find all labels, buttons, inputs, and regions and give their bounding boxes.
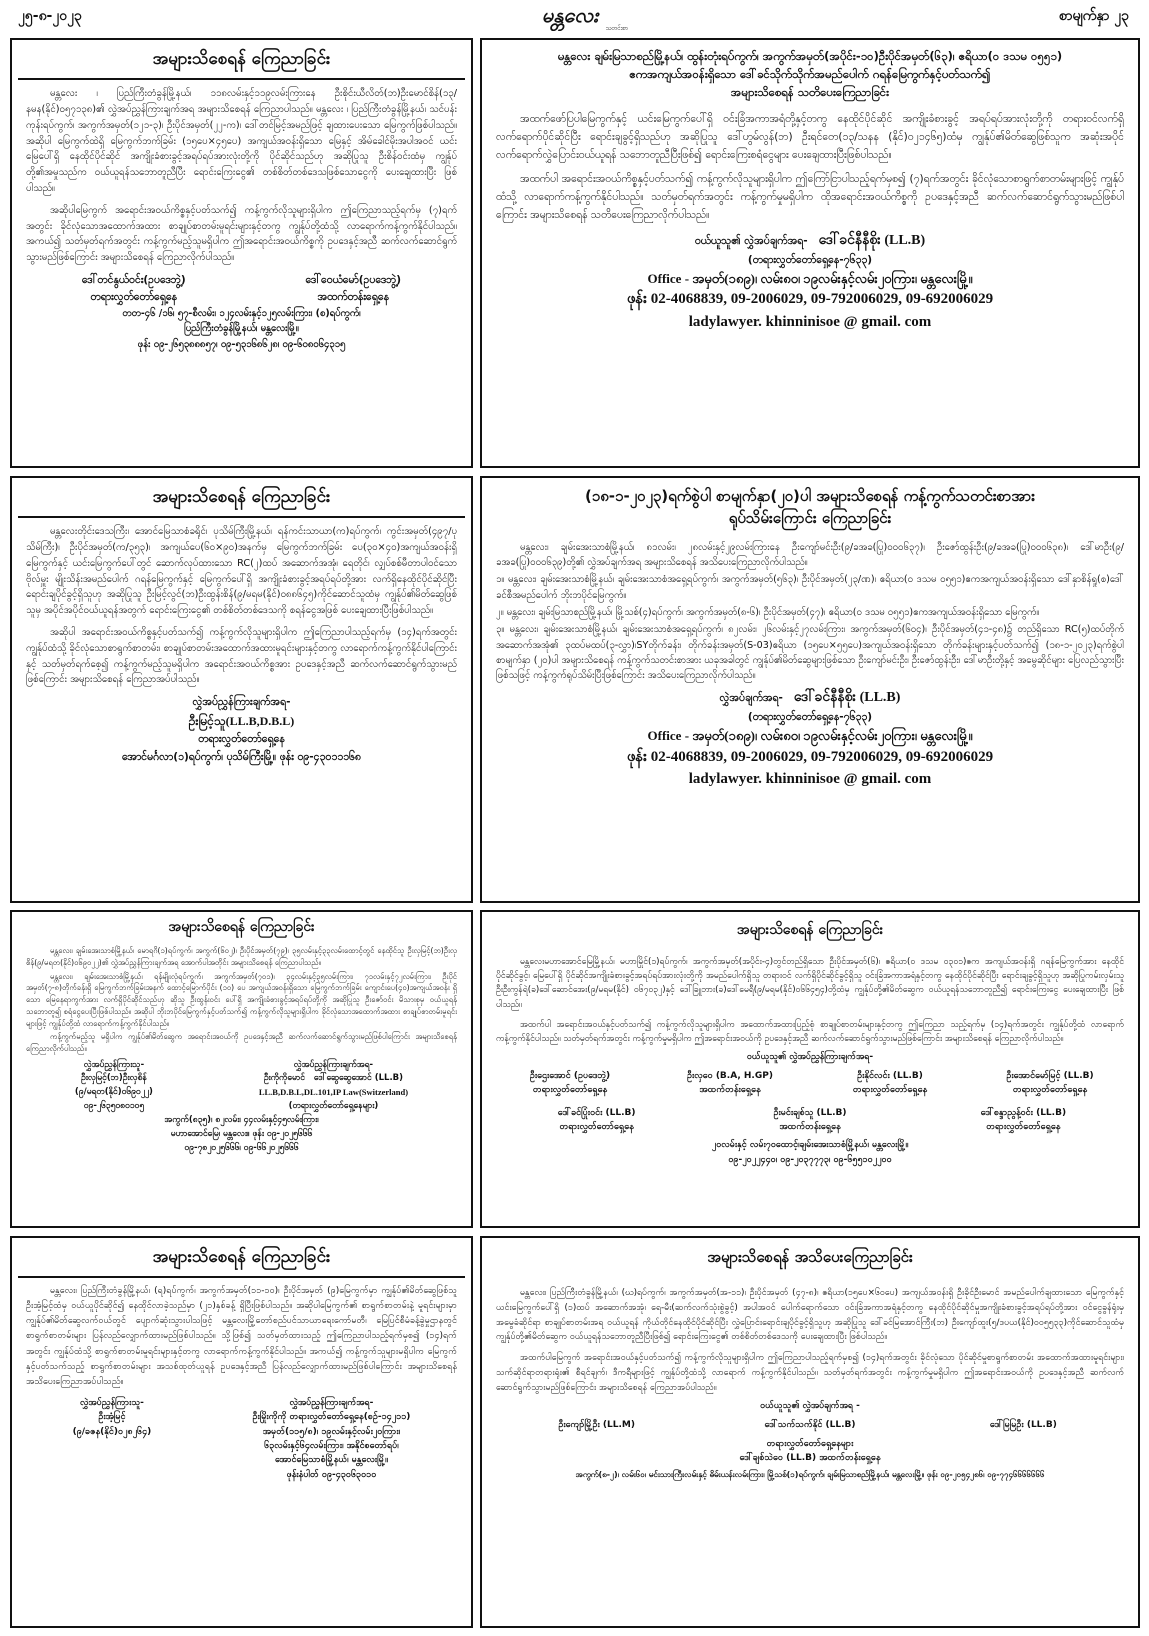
signer-role: အထက်တန်းရှေ့နေ — [699, 1085, 761, 1096]
address: ပြည်ကြီးတံခွန်မြို့နယ်၊ မန္တလေးမြို့။ — [184, 323, 299, 335]
notice-paragraph: ကန့်ကွက်မည့်သူ မရှိပါက ကျွန်ုပ်၏မိတ်ဆွေက အရောင်းအဝယ်ကို ဥပဒေနှင့်အညီ ဆက်လက်ဆောင်ရွက်သွားမည်ဖြစ်ပါကြောင်း အများသိစေရန် ကြေညာလိုက်ပါသည်။ — [26, 1032, 457, 1054]
signer-label: လွှဲအပ်ညွှန်ကြားသူ- — [79, 1397, 144, 1408]
title-line: (၁၈-၁-၂၀၂၃)ရက်စွဲပါ စာမျက်နှာ(၂၀)ပါ အများသိစေရန် ကန့်ကွက်သတင်းစာအား — [584, 487, 1036, 505]
signer-role: တရားလွှတ်တော်ရှေ့နေ — [852, 1085, 928, 1096]
signature-block — [482, 686, 1138, 726]
notice-paragraph: မန္တလေးတိုင်းဒေသကြီး၊ အောင်မြေသာစံခရိုင်၊ ပုသိမ်ကြီးမြို့နယ်၊ ရန်ကင်းသာယာ(က)ရပ်ကွက်၊ ကွင်းအမှတ်(၄၉၇/ပုသိမ်ကြီး)၊ ဦးပိုင်အမှတ်(က/၃၅၃)၊ အကျယ်ပေ(၆၀×၉၀)အနက်မှ မြေကွက်ဘက်ခြမ်း ပေ(၃၀×၄၀)အကျယ်အဝန်းရှိ မြေကွက်နှင့် ယင်းမြေကွက်ပေါ်တွင် ဆောက်လုပ်ထားသော RC(၂)ထပ် အဆောက်အအုံ၊ ရေတိုင်၊ လျှပ်စစ်မီတာပါဝင်သော ဗိုလ်မှူး မျိုးသိန်းအမည်ပေါက် ဂရန်မြေကွက်နှင့် မြေကွက်ပေါ်ရှိ အကျိုးခံစားခွင့်အရပ်ရပ်တို့အား လက်ရှိနေထိုင်ပိုင်ဆိုင်ပြီး ရောင်းချပိုင်ခွင့်ရှိသူဟု အဆိုပြုသူ ဦးမြင့်လွင်(ဘ)ဦးထွန်းစိန်(၉/မရမ(နိုင်)၀၈၈၆၄၅)ကိုင်ဆောင်သူထံမှ ကျွန်ုပ်၏မိတ်ဆွေဖြစ်သူမှ အပိုင်အပိုင်ဝယ်ယူရန်အတွက် ရောင်းကြေးငွေ၏ တစ်စိတ်တစ်ဒေသကို စရန်ငွေအဖြစ် ပေးချေထားပြီးဖြစ်ပါသည်။ — [26, 526, 457, 617]
address: ၂၀လမ်းနှင့် လမ်း၇၀ထောင့်၊ချမ်းအေးသာစံမြို့နယ်၊ မန္တလေးမြို့။ — [711, 1140, 909, 1151]
signer-name: ဦးမြိုးကိုကို တရားလွှတ်တော်ရှေ့နေ(စဉ်-၁၄၂၁၁) — [252, 1412, 411, 1423]
notice-6 — [480, 910, 1140, 1228]
signer-role: တရားလွှတ်တော်ရှေ့နေ — [559, 1122, 634, 1133]
signer-name: ဦးအံ့မြင့် — [98, 1412, 126, 1423]
signer-name: ဒေါ်ဝေယံမော်(ဥပဒေဘွဲ့) — [305, 274, 402, 287]
page-header — [0, 0, 1149, 36]
address-line: အမှတ်(၁၁၅/၈)၊ ၁၉လမ်းနှင့်လမ်း၂၀ကြား၊ — [262, 1426, 401, 1437]
phone: ၀၉-၂၀၂၂၄၄၀၊ ၀၉-၂၀၃၇၇၇၃၊ ၀၉-၆၅၅၁၀၂၂၀၀ — [728, 1155, 892, 1166]
signer-name: ဒေါ်ခင်ပြုံးဝင်း (LL.B) — [557, 1107, 636, 1118]
signer-name: ဦးကျော်မြို့ဦး (LL.M) — [558, 1420, 635, 1431]
office-address: Office - အမှတ်(၁၈၉)၊ လမ်း၈၀၊ ၁၉လမ်းနှင့်လမ်း၂၀ကြား၊ မန္တလေးမြို့။ — [647, 728, 973, 743]
notice-4 — [480, 476, 1140, 903]
address-line: အောင်မြေသာစံမြို့နယ်၊ မန္တလေးမြို့။ — [275, 1455, 388, 1466]
signer-label: ဝယ်ယူသူ၏ လွှဲအပ်ညွှန်ကြားချက်အရ- — [746, 1052, 874, 1063]
notice-title: အများသိစေရန် ကြေညာခြင်း — [168, 919, 315, 935]
notice-paragraph: မန္တလေး၊ ပြည်ကြီးတံခွန်မြို့နယ်၊ (ရ)ရပ်ကွက်၊ အကွက်အမှတ်(၁၁-၁၀)၊ ဦးပိုင်အမှတ် (၉)မြေကွက်မှာ ကျွန်ုပ်၏မိတ်ဆွေဖြစ်သူ ဦးအံ့မြင့်ထံမှ ဝယ်ယူပိုင်ဆိုင်၍ နေထိုင်လာခဲ့သည်မှာ (၂၁)နှစ်ခန့် ရှိပြီးဖြစ်ပါသည်။ အဆိုပါမြေကွက်၏ စာရွက်စာတမ်းနဲ့ မူရင်းများမှာ ကျွန်ုပ်၏မိတ်ဆွေလက်ဝယ်တွင် ပျောက်ဆုံးသွားပါသဖြင့် မန္တလေးမြို့တော်စည်ပင်သာယာရေးကော်မတီ၊ မြေပြင်စီမံခန့်ခွဲမှုဌာနတွင် စာရွက်စာတမ်းများ ပြန်လည်လျှောက်ထားမည်ဖြစ်ပါသည်။ သို့ဖြစ်၍ သတ်မှတ်ထားသည့် ဤကြေညာပါသည့်ရက်မှစ၍ (၁၄)ရက်အတွင်း ကျွန်ုပ်ထံသို့ စာရွက်စာတမ်းမူရင်းများနှင့်တကွ လာရောက်ကန့်ကွက်နိုင်ပါသည်။ အကယ်၍ ကန့်ကွက်သူများမရှိပါက မြေကွက်နှင့်ပတ်သက်သည့် စာရွက်စာတမ်းများ အသစ်ထုတ်ယူရန် ဥပဒေနှင့်အညီ ပြန်လည်လျှောက်ထားမည်ဖြစ်ပါကြောင်း အများသိစေရန် အသိပေးကြေညာအပ်ပါသည်။ — [26, 1286, 457, 1387]
signer-name: ဦးလှဝေ (B.A, H.GP) — [687, 1070, 773, 1081]
signatory-row-2 — [482, 1102, 1138, 1139]
signatory — [810, 1069, 970, 1098]
signer-role: တရားလွှတ်တော်ရှေ့နေ — [90, 290, 178, 303]
signer-name: ဒေါ်စန္ဒာညွန့်ဝင်း (LL.B) — [980, 1107, 1067, 1118]
notice-paragraph: မန္တလေး၊ ချမ်းအေးသာစံမြို့နယ်၊ မောရဂိ(၁)ရပ်ကွက်၊ အကွက်(၆၀၂)၊ ဦးပိုင်အမှတ်(၇၉)၊ ၃၅လမ်းနှင့်၃၃လမ်းထောင့်တွင် နေထိုင်သူ ဦးလှမြင့်(ဘ)ဦးလှစိန်(၉/မရတ(နိုင်)၀၆၉၀၂၂)၏ လွှဲအပ်ညွှန်ကြားချက်အရ အောက်ပါအတိုင်း အများသိစေရန် ကြေညာပါသည်။ — [26, 946, 457, 967]
signer-id: (၉/ခဇန(နိုင်)၀၂၈၂၆၄) — [72, 1426, 152, 1437]
signature-block — [12, 1396, 471, 1482]
signer-name: ဦးမင်းချစ်သူ (LL.B) — [773, 1107, 847, 1118]
signer-role: တရားလွှတ်တော်ရှေ့နေများ — [766, 1438, 854, 1449]
notice-paragraph: အဆိုပါမြေကွက် အရောင်းအဝယ်ကိစ္စနှင့်ပတ်သက်၍ ကန့်ကွက်လိုသူများရှိပါက ဤကြေညာသည့်ရက်မှ (၇)ရက်အတွင်း ခိုင်လုံသောအထောက်အထား စာချုပ်စာတမ်းမူရင်းများနှင့်တကွ ကျွန်ုပ်တို့ထံသို့ လာရောက်ကန့်ကွက်နိုင်ပါသည်။ အကယ်၍ သတ်မှတ်ရက်အတွင်း ကန့်ကွက်မည့်သူမရှိပါက ဤအရောင်းအဝယ်ကိစ္စကို ဥပဒေနှင့်အညီ ဆက်လက်ဆောင်ရွက်သွားမည်ဖြစ်ကြောင်း အများသိစေရန် ကြေညာလိုက်ပါသည်။ — [26, 204, 457, 264]
signer-credentials: LL.B,D.B.L,DL.101,IP Law(Switzerland) — [258, 1087, 409, 1098]
signer-name: ဦးလှမြင့်(ဘ)ဦးလှစိန် — [81, 1073, 147, 1084]
office-address: Office - အမှတ်(၁၈၉)၊ လမ်း၈၀၊ ၁၉လမ်းနှင့်လမ်း၂၀ကြား၊ မန္တလေးမြို့။ — [647, 270, 973, 286]
notice-paragraph: မန္တလေး ၊ ပြည်ကြီးတံခွန်မြို့နယ်၊ ၁၁၈လမ်းနှင့်၁၁၉လမ်းကြားနေ ဦးစိုင်းယီလိတ်(ဘ)ဦးမောင်စိန်(၁၃/နမန(နိုင်)၀၅၇၁၃၈)၏ လွှဲအပ်ညွှန်ကြားချက်အရ အများသိစေရန် ကြေညာပါသည်။ မန္တလေး ၊ ပြည်ကြီးတံခွန်မြို့နယ်၊ သင်ပန်းကုန်းရပ်ကွက်၊ အကွက်အမှတ်(၁၂၁-၃)၊ ဦးပိုင်အမှတ်(၂၂-က)၊ ဒေါ်တင်မြင့်အမည်ဖြင့် ချထားပေးသော မြေကွက်ဖြစ်ပါသည်။ အဆိုပါ မြေကွက်ထဲရှိ မြေကွက်ဘက်ခြမ်း (၁၅ပေ×၄၅ပေ) အကျယ်အဝန်းရှိသော မြေနှင့် အိမ်ခေါင်မိုးအပါအဝင် ယင်းမြေပေါ်ရှိ နေထိုင်ပိုင်ဆိုင် အကျိုးခံစားခွင့်အရပ်ရပ်အားလုံးတို့ကို ပိုင်ဆိုင်သည်ဟု အဆိုပြုသူ ဦးစိန်ဝင်းထံမှ ကျွန်ုပ်တို့၏အမှုသည်က ဝယ်ယူရန်သဘောတူညီပြီး ရောင်းကြေးငွေ၏ တစ်စိတ်တစ်ဒေသဖြစ်သောငွေကို ပေးချေထားပြီး ဖြစ်ပါသည်။ — [26, 88, 457, 194]
notice-title: အများသိစေရန် အသိပေးကြေညာခြင်း — [707, 1248, 913, 1266]
email: ladylawyer. khinninisoe @ gmail. com — [688, 313, 932, 330]
address-line: ၆၃လမ်းနှင့်၆၄လမ်းကြား၊ အနိုင်စတော်ရပ်၊ — [264, 1441, 399, 1452]
signer-label: လွှဲအပ်ညွှန်ကြားချက်အရ- — [289, 1397, 374, 1408]
signatory — [490, 1418, 703, 1432]
notice-title — [482, 40, 1138, 105]
notice-paragraph: ၃။ မန္တလေး၊ ချမ်းအေးသာစံမြို့နယ်၊ ချမ်းအေးသာစံအရှေ့ရပ်ကွက်၊ ၈၂လမ်း၊ ၂၆လမ်းနှင့်၂၇လမ်းကြား၊ အကွက်အမှတ်(၆၀၄)၊ ဦးပိုင်အမှတ်(၄၁-၄၈)၌ တည်ရှိသော RC(၅)ထပ်တိုက် အဆောက်အအုံ၏ ၃ထပ်မထပ်(၃-လွှာ)၊SYတိုက်ခန်း၊ တိုက်ခန်းအမှတ်(S-03)ဧရိယာ (၁၅ပေ×၅၅ပေ)အကျယ်အဝန်းရှိသော တိုက်ခန်းများနှင့်ပတ်သက်၍ (၁၈-၁-၂၀၂၃)ရက်စွဲပါ စာမျက်နှာ (၂၀)ပါ အများသိစေရန် ကန့်ကွက်သတင်းစာအား ယခုအခါတွင် ကျွန်ုပ်၏မိတ်ဆွေများဖြစ်သော ဦးကျော်မင်းဦး၊ ဦးဇော်ထွန်းဦး၊ ဒေါ်မာဦးတို့နှင့် အမွေဆိုင်များ ပြေလည်သွားပြီးဖြစ်သဖြင့် ကန့်ကွက်ရုပ်သိမ်းပြီးဖြစ်ကြောင်း အသိပေးကြေညာလိုက်ပါသည်။ — [496, 624, 1124, 682]
signer-label: ဝယ်ယူသူ၏ လွှဲအပ်ချက်အရ - — [760, 1401, 860, 1412]
signer-role: တရားလွှတ်တော်ရှေ့နေ — [986, 1122, 1061, 1133]
signatory — [490, 1106, 703, 1135]
signer-role: အထက်တန်းရှေ့နေ — [317, 290, 390, 303]
signatory — [917, 1106, 1130, 1135]
signer-name: ဦးအောင်မော်မြင့် (LL.B) — [1006, 1070, 1094, 1081]
signer-label: လွှဲအပ်ညွှန်ကြားသူ- — [83, 1059, 145, 1070]
signer-label: လွှဲအပ်ချက်အရ- — [719, 691, 783, 704]
notice-3 — [10, 476, 473, 903]
signature-block — [12, 272, 471, 306]
title-line: မန္တလေး ချမ်းမြသာစည်မြို့နယ်၊ ထွန်းတုံးရပ်ကွက်၊ အကွက်အမှတ်(အပိုင်း-၁၀)ဦးပိုင်အမှတ်(၆၃)၊ ဧရိယာ(၀ ဒသမ ၀၅၅၁) — [557, 49, 1063, 63]
notice-2 — [480, 38, 1140, 468]
signer-phone: ၀၉-၂၆၃၅၀၈၀၁၀၅ — [83, 1100, 145, 1111]
signer-role: (တရားလွှတ်တော်ရှေ့နေ-၇၆၃၃) — [747, 710, 873, 723]
masthead-logo — [505, 1, 635, 31]
signer-address: အောင်မင်္ဂလာ(၁)ရပ်ကွက်၊ ပုသိမ်ကြီးမြို့။ ဖုန်း ၀၉-၄၃၀၁၁၁၆၈ — [122, 750, 361, 763]
page-number: စာမျက်နှာ ၂၃ — [1058, 8, 1129, 24]
notice-title: အများသိစေရန် ကြေညာခြင်း — [18, 40, 465, 80]
address-line: မဟာအောင်မြေ၊ မန္တလေး။ ဖုန်း ၀၉-၂၀၂၅၆၆၆ — [170, 1129, 313, 1140]
signatory — [970, 1069, 1130, 1098]
notice-paragraph: မန္တလေး၊ ပြည်ကြီးတံခွန်မြို့နယ်၊ (ဃ)ရပ်ကွက်၊ အကွက်အမှတ်(အ-၁၁)၊ ဦးပိုင်အမှတ် (၄၇-၈)၊ ဧရိယာ(၁၅ပေ×၆၀ပေ) အကျယ်အဝန်းရှိ ဦးခိုင်ဦးမောင် အမည်ပေါက်ချထားသော မြေကွက်နှင့် ယင်းမြေကွက်ပေါ်ရှိ (၁)ထပ် အဆောက်အအုံ၊ ရေ-မီး(ဆက်လက်သုံးစွဲခွင့်) အပါအဝင် ပေါက်ရောက်သော ဝင်းခြံအကာအရံနှင့်တကွ နေထိုင်ပိုင်ဆိုင်မှုအကျိုးခံစားခွင့်အရပ်ရပ်တို့အား ဝင်ငွေခွန်ရုံးမှ အမွေခံဆိုင်ရာ စာချုပ်စာတမ်းအရ ဝယ်ယူရန် ကိုယ်တိုင်နေထိုင်ပိုင်ဆိုင်ပြီး လွှဲပြောင်းရောင်းချပိုင်ခွင့်ရှိသူဟု အဆိုပြုသူ ဒေါ်ခင်မြအောင်ကြီး(ဘ) ဦးကျော်ထူး(၅/ဒပယ(နိုင်)၀၀၅၅၃၃)ကိုင်ဆောင်သူထံမှ ကျွန်ုပ်တို့၏မိတ်ဆွေက ဝယ်ယူရန်သဘောတူညီပြီးဖြစ်၍ ရောင်းကြေးငွေ၏ တစ်စိတ်တစ်ဒေသကို ပေးချေထားပြီး ဖြစ်ပါသည်။ — [496, 1288, 1124, 1343]
signer-name: ဦးမြင့်သူ(LL.B,D.B.L) — [188, 713, 295, 728]
signer-label: လွှဲအပ်ညွှန်ကြားချက်အရ- — [192, 696, 291, 709]
signer-name: ဒေါ်ခင်နီနီစိုး (LL.B) — [818, 232, 926, 248]
notice-title: အများသိစေရန် ကြေညာခြင်း — [18, 478, 465, 518]
signer-role: (တရားလွှတ်တော်ရှေ့နေများ) — [288, 1100, 379, 1111]
signatory-row-1 — [482, 1065, 1138, 1102]
svg-text:သတင်းစာ: သတင်းစာ — [605, 25, 629, 31]
notice-title — [482, 478, 1138, 534]
title-line: ရုပ်သိမ်းကြောင်း ကြေညာခြင်း — [728, 508, 892, 527]
notice-paragraph: အထက်ဖော်ပြပါမြေကွက်နှင့် ယင်းမြေကွက်ပေါ်ရှိ ဝင်းခြံအကာအရံတို့နှင့်တကွ နေထိုင်ပိုင်ဆိုင် အကျိုးခံစားခွင့် အရပ်ရပ်အားလုံးတို့ကို တရားဝင်လက်ရှိလက်ရောက်ပိုင်ဆိုင်ပြီး ရောင်းချခွင့်ရှိသည်ဟု အဆိုပြုသူ ဒေါ်ဟွမ်လွန်(ဘ) ဦးရင်တေ(၁၃/သနန (နိုင်)၀၂၁၄၆၅)ထံမှ ကျွန်ုပ်၏မိတ်ဆွေဖြစ်သူက အဆုံးအပိုင်လက်ရောက်လွှဲပြောင်းဝယ်ယူရန် သဘောတူညီပြီးဖြစ်၍ ရောင်းကြေးစရံငွေများ ပေးချေထားပြီးဖြစ်ပါသည်။ — [496, 113, 1124, 162]
signature-block — [482, 229, 1138, 269]
notice-title: အများသိစေရန် ကြေညာခြင်း — [18, 1238, 465, 1278]
signer-name: ဦးနိုင်လင်း (LL.B) — [857, 1070, 923, 1081]
signer-label: ဝယ်ယူသူ၏ လွှဲအပ်ချက်အရ- — [694, 234, 808, 247]
signer-label: လွှဲအပ်ညွှန်ကြားချက်အရ- — [293, 1059, 374, 1070]
signature-block — [12, 694, 471, 766]
signer-role: တရားလွှတ်တော်ရှေ့နေ — [1012, 1085, 1088, 1096]
signature-block — [12, 1059, 471, 1113]
address — [12, 1113, 471, 1155]
notice-paragraph: အဆိုပါ အရောင်းအဝယ်ကိစ္စနှင့်ပတ်သက်၍ ကန့်ကွက်လိုသူများရှိပါက ဤကြေညာပါသည့်ရက်မှ (၁၄)ရက်အတွင်း ကျွန်ုပ်ထံသို့ ခိုင်လုံသောစာရွက်စာတမ်း၊ စာချုပ်စာတမ်းအထောက်အထားမူရင်းများနှင့်တကွ လာရောက်ကန့်ကွက်နိုင်ပါကြောင်းနှင့် သတ်မှတ်ရက်စေ့၍ ကန့်ကွက်မည့်သူမရှိပါက အရောင်းအဝယ်ကိစ္စအား ဥပဒေနှင့်အညီ ဆက်လက်ဆောင်ရွက်သွားမည်ဖြစ်ကြောင်း အများသိစေရန် ကြေညာအပ်ပါသည်။ — [26, 626, 457, 686]
address: တတ-၄၆ /၁၆၊ ၅၇-စီလမ်း၊ ၁၂၄လမ်းနှင့်၁၂၅လမ်းကြား၊ (စ)ရပ်ကွက်၊ — [122, 307, 361, 319]
title-line: ဧကအကျယ်အဝန်းရှိသော ဒေါ်ခင်သိုက်သိုက်အမည်ပေါက် ဂရန်မြေကွက်နှင့်ပတ်သက်၍ — [629, 66, 991, 81]
signer-name: ဒေါ်ဆွေဆွေအောင် (LL.B) — [313, 1073, 404, 1084]
notice-8 — [480, 1236, 1140, 1628]
email: ladylawyer. khinninisoe @ gmail. com — [688, 771, 932, 787]
signatory — [650, 1069, 810, 1098]
phone: ဖုန်း ၀၉-၂၆၅၃၈၈၈၅၇၊ ၀၉-၅၃၁၆၈၆၂၈၊ ၀၉-၆၀၈၀၆၄၃၁၅ — [137, 338, 346, 350]
notice-paragraph: မန္တလေး၊ ချမ်းအေးသာစံမြို့နယ်၊ ရန်မျိုးလုံရပ်ကွက်၊ အကွက်အမှတ်(၇၀၁)၊ ၃၄လမ်းနှင့်၃၅လမ်းကြား၊ ၇၁လမ်းနှင့်၇၂လမ်းကြား၊ ဦးပိုင်အမှတ်(၇-၈)တိုက်ခန်းရှိ မြေကွက်ဘက်ခြမ်းအနက် ထောင့်မြောက်ပိုင်း (၁၀) ပေ အကျယ်အဝန်းရှိသော မြေကွက်ဘက်ခြမ်း ကျောင်းပေ(၄၀)အကျယ်အဝန်း ရှိသော မြေနေရာကွက်အား လက်ရှိပိုင်ဆိုင်သည်ဟု ဆိုသူ ဦးထွန်းဝင်း ပေါ်ရှိ အကျိုးခံစားခွင့်အရပ်ရပ်တို့ကို အဆိုပြုသူ ဦးဇော်ဝင်း မိသားစုမှ ဝယ်ယူရန်သဘောတူ၍ စရံငွေပေးပြီးဖြစ်ပါသည်။ အဆိုပါ ဘိုးဘပိုင်မြေကွက်နှင့်ပတ်သက်၍ ကန့်ကွက်လိုသူများရှိပါက ခိုင်လုံသောအထောက်အထား စာချုပ်စာတမ်းမူရင်းများဖြင့် ကျွန်ုပ်တို့ထံ လာရောက်ကန့်ကွက်နိုင်ပါသည်။ — [26, 971, 457, 1028]
signatory — [703, 1106, 916, 1135]
signer-role: တရားလွှတ်တော်ရှေ့နေ — [532, 1085, 608, 1096]
notice-paragraph: မန္တလေးမဟာအောင်မြေမြို့နယ်၊ မဟာမြိုင်(၁)ရပ်ကွက်၊ အကွက်အမှတ်(အပိုင်း-၄)တွင်တည်ရှိသော ဦးပိုင်အမှတ်(၆)၊ ဧရိယာ(၀ ဒသမ ၀၃၀၁)ဧက အကျယ်အဝန်းရှိ ဂရန်မြေကွက်အား နေထိုင်ပိုင်ဆိုင်ခွင့်၊ မြေပေါ်ရှိ ပိုင်ဆိုင်အကျိုးခံစားခွင့်အရပ်ရပ်အားလုံးတို့ကို အမည်ပေါက်ရှိသူ တရားဝင် လက်ရှိပိုင်ဆိုင်ခွင့်ရှိသူ ဝင်းခြံအကာအရံနှင့်တကွ နေထိုင်ပိုင်ဆိုင်ပြီး ရောင်းချခွင့်ရှိသူဟု အဆိုပြုကမ်းလှမ်းသူ ဦးဦးကွန်ရဲ(ခ)ဒေါ်ဆောင်အေး(၉/မရမ(နိုင်) ၀၆၇၀၃၂)နှင့် ဒေါ်ခြူဘား(ခ)ဒေါ်မေရီ(၉/မရမ(နိုင်)၀၆၆၄၅၄)တို့ထံမှ ကျွန်ုပ်တို့၏မိတ်ဆွေက ဝယ်ယူရန်သဘောတူညီ၍ ရောင်းကြေးငွေ ပေးချေထားပြီး ဖြစ်ပါသည်။ — [496, 957, 1124, 1010]
signer-name: ဦးကိုကိုမောင် — [263, 1073, 306, 1084]
notice-paragraph: ၂။ မန္တလေး၊ ချမ်းမြသာစည်မြို့နယ်၊ မြို့သစ်(၄)ရပ်ကွက်၊ အကွက်အမှတ်(၈-၆)၊ ဦးပိုင်အမှတ်(၄၇)၊ ဧရိယာ(၀ ဒသမ ၀၅၅၁)ဧကအကျယ်အဝန်းရှိသော မြေကွက်။ — [496, 606, 1040, 618]
phone: ဖုန်း 02-4068839, 09-2006029, 09-792006029, 09-692006029 — [626, 291, 994, 308]
signer-role: (တရားလွှတ်တော်ရှေ့နေ-၇၆၃၃) — [747, 253, 873, 266]
phone: ဖုန်း 02-4068839, 09-2006029, 09-792006029, 09-692006029 — [626, 748, 994, 765]
address-line: အကွက်(၈၃၅)၊ ၈၂လမ်း၊ ၄၄လမ်းနှင့်၄၅လမ်းကြား၊ — [164, 1115, 319, 1126]
issue-date: ၂၅-၈-၂၀၂၃ — [18, 8, 82, 24]
notice-paragraph: အထက်ပါ အရောင်းအဝယ်နှင့်ပတ်သက်၍ ကန့်ကွက်လိုသူများရှိပါက အထောက်အထားပြည့်စုံ စာချုပ်စာတမ်းများနှင့်တကွ ဤကြေညာ သည့်ရက်မှ (၁၄)ရက်အတွင်း ကျွန်ုပ်တို့ထံ လာရောက်ကန့်ကွက်နိုင်ပါသည်။ သတ်မှတ်ရက်အတွင်း ကန့်ကွက်မှုမရှိပါက ဤအရောင်းအဝယ်ကို ဥပဒေနှင့်အညီ ဆက်လက်ဆောင်ရွက်သွားမည်ဖြစ်ကြောင်း အများသိစေရန် ကြေညာလိုက်ပါသည်။ — [496, 1019, 1124, 1044]
signatory — [917, 1418, 1130, 1432]
signatory-row-1 — [482, 1414, 1138, 1436]
address: အကွက်(၈-၂)၊ လမ်း၆၀၊ မင်းသားကြီးလမ်းနှင့် ဓိမ်းယန်းလမ်းကြား၊ မြို့သစ်(၁)ရပ်ကွက်၊ ချမ်းမြသာစည်မြို့နယ်၊ မန္တလေးမြို့။ ဖုန်း ၀၉-၂၀၅၄၂၈၆၊ ၀၉-၇၇၄၆၆၆၆၆၆၆ — [575, 1470, 1045, 1480]
notice-paragraph: အထက်ပါမြေကွက် အရောင်းအဝယ်နှင့်ပတ်သက်၍ ကန့်ကွက်လိုသူများရှိပါက ဤကြေညာပါသည့်ရက်မှစ၍ (၁၄)ရက်အတွင်း ခိုင်လုံသော ပိုင်ဆိုင်မှုစာရွက်စာတမ်း အထောက်အထားမူရင်းများ၊ သက်ဆိုင်ရာတရားရုံး၏ စီရင်ချက်၊ ဒီကရီများဖြင့် ကျွန်ုပ်တို့ထံသို့ လာရောက် ကန့်ကွက်နိုင်ပါသည်။ သတ်မှတ်ရက်အတွင်း ကန့်ကွက်မှုမရှိပါက ဤအရောင်းအဝယ်ကို ဥပဒေနှင့်အညီ ဆက်လက်ဆောင်ရွက်သွားမည်ဖြစ်ကြောင်း အများသိစေရန် ကြေညာအပ်ပါသည်။ — [496, 1353, 1124, 1393]
signer-name: ဒေါ်မြမြဦး (LL.B) — [989, 1420, 1057, 1431]
signer-name: ဒေါ်ချစ်သဲဝေ (LL.B) အထက်တန်းရှေ့နေ — [739, 1453, 881, 1464]
notice-5 — [10, 910, 473, 1228]
phone: ၀၉-၇၈၂၀၂၅၆၆၆၊ ၀၉-၆၆၂၀၂၅၆၆၆ — [184, 1143, 299, 1154]
signer-role: အထက်တန်းရှေ့နေ — [779, 1122, 841, 1133]
notice-paragraph: မန္တလေး၊ ချမ်းအေးသာစံမြို့နယ်၊ ၈၁လမ်း၊ ၂၈လမ်းနှင့်၂၉လမ်းကြားနေ ဦးကျော်မင်းဦး(၉/ခအခ(ပြု)၀၀၀၆၃၇)၊ ဦးဇော်ထွန်းဦး(၉/ခအခ(ပြု)၀၀၀၆၃၈)၊ ဒေါ်မာဦး(၉/ခအခ(ပြု)၀၀၀၆၃၉)တို့၏ လွှဲအပ်ချက်အရ အများသိစေရန် အသိပေးကြေညာလိုက်ပါသည်။ — [496, 541, 1124, 568]
signer-name: ဒေါ်ခင်နီနီစိုး (LL.B) — [793, 689, 901, 705]
phone: ဖုန်းနံပါတ် ၀၉-၄၃၀၆၃၀၁၀ — [286, 1469, 377, 1480]
signatory — [490, 1069, 650, 1098]
signer-id: (၉/မရတ(နိုင်)၀၆၉၀၂၂) — [74, 1087, 153, 1098]
notice-paragraph: ၁။ မန္တလေး၊ ချမ်းအေးသာစံမြို့နယ်၊ ချမ်းအေးသာစံအရှေ့ရပ်ကွက်၊ အကွက်အမှတ်(၅၆၃)၊ ဦးပိုင်အမှတ်(၂၃/ဏ)၊ ဧရိယာ(၀ ဒသမ ၀၅၅၁)ဧကအကျယ်အဝန်းရှိသော ဒေါ်နှာစိန်ရှု(စ)ဒေါ်ခင်စီအမည်ပေါက် ဘိုးဘပိုင်မြေကွက်။ — [496, 574, 1124, 601]
signer-role: တရားလွှတ်တော်ရှေ့နေ — [198, 733, 285, 746]
notice-7 — [10, 1236, 473, 1628]
signer-name: ဦးဌေးအောင် (ဥပဒေဘွဲ့) — [529, 1070, 611, 1081]
notice-title: အများသိစေရန် ကြေညာခြင်း — [736, 922, 884, 938]
title-line: အများသိစေရန် သတိပေးကြေညာခြင်း — [730, 84, 890, 99]
signer-name: ဒေါ်တင်နွယ်ဝင်း(ဥပဒေဘွဲ့) — [81, 274, 186, 287]
signatory — [703, 1418, 916, 1432]
svg-text:မန္တလေး: မန္တလေး — [541, 3, 599, 27]
notice-paragraph: အထက်ပါ အရောင်းအဝယ်ကိစ္စနှင့်ပတ်သက်၍ ကန့်ကွက်လိုသူများရှိပါက ဤကြော်ငြာပါသည့်ရက်မှစ၍ (၇)ရက်အတွင်း ခိုင်လုံသောစာရွက်စာတမ်းများဖြင့် ကျွန်ုပ်ထံသို့ လာရောက်ကန့်ကွက်နိုင်ပါသည်။ သတ်မှတ်ရက်အတွင်း ကန့်ကွက်မှုမရှိပါက ထိုအရောင်းအဝယ်ကိစ္စကို ဥပဒေနှင့်အညီ ဆက်လက်ဆောင်ရွက်သွားမည်ဖြစ်ပါကြောင်း အများသိစေရန် သတိပေးကြေညာလိုက်ပါသည်။ — [496, 172, 1124, 221]
signer-name: ဒေါ်သက်သက်နိုင် (LL.B) — [764, 1420, 856, 1431]
notice-1 — [10, 38, 473, 468]
